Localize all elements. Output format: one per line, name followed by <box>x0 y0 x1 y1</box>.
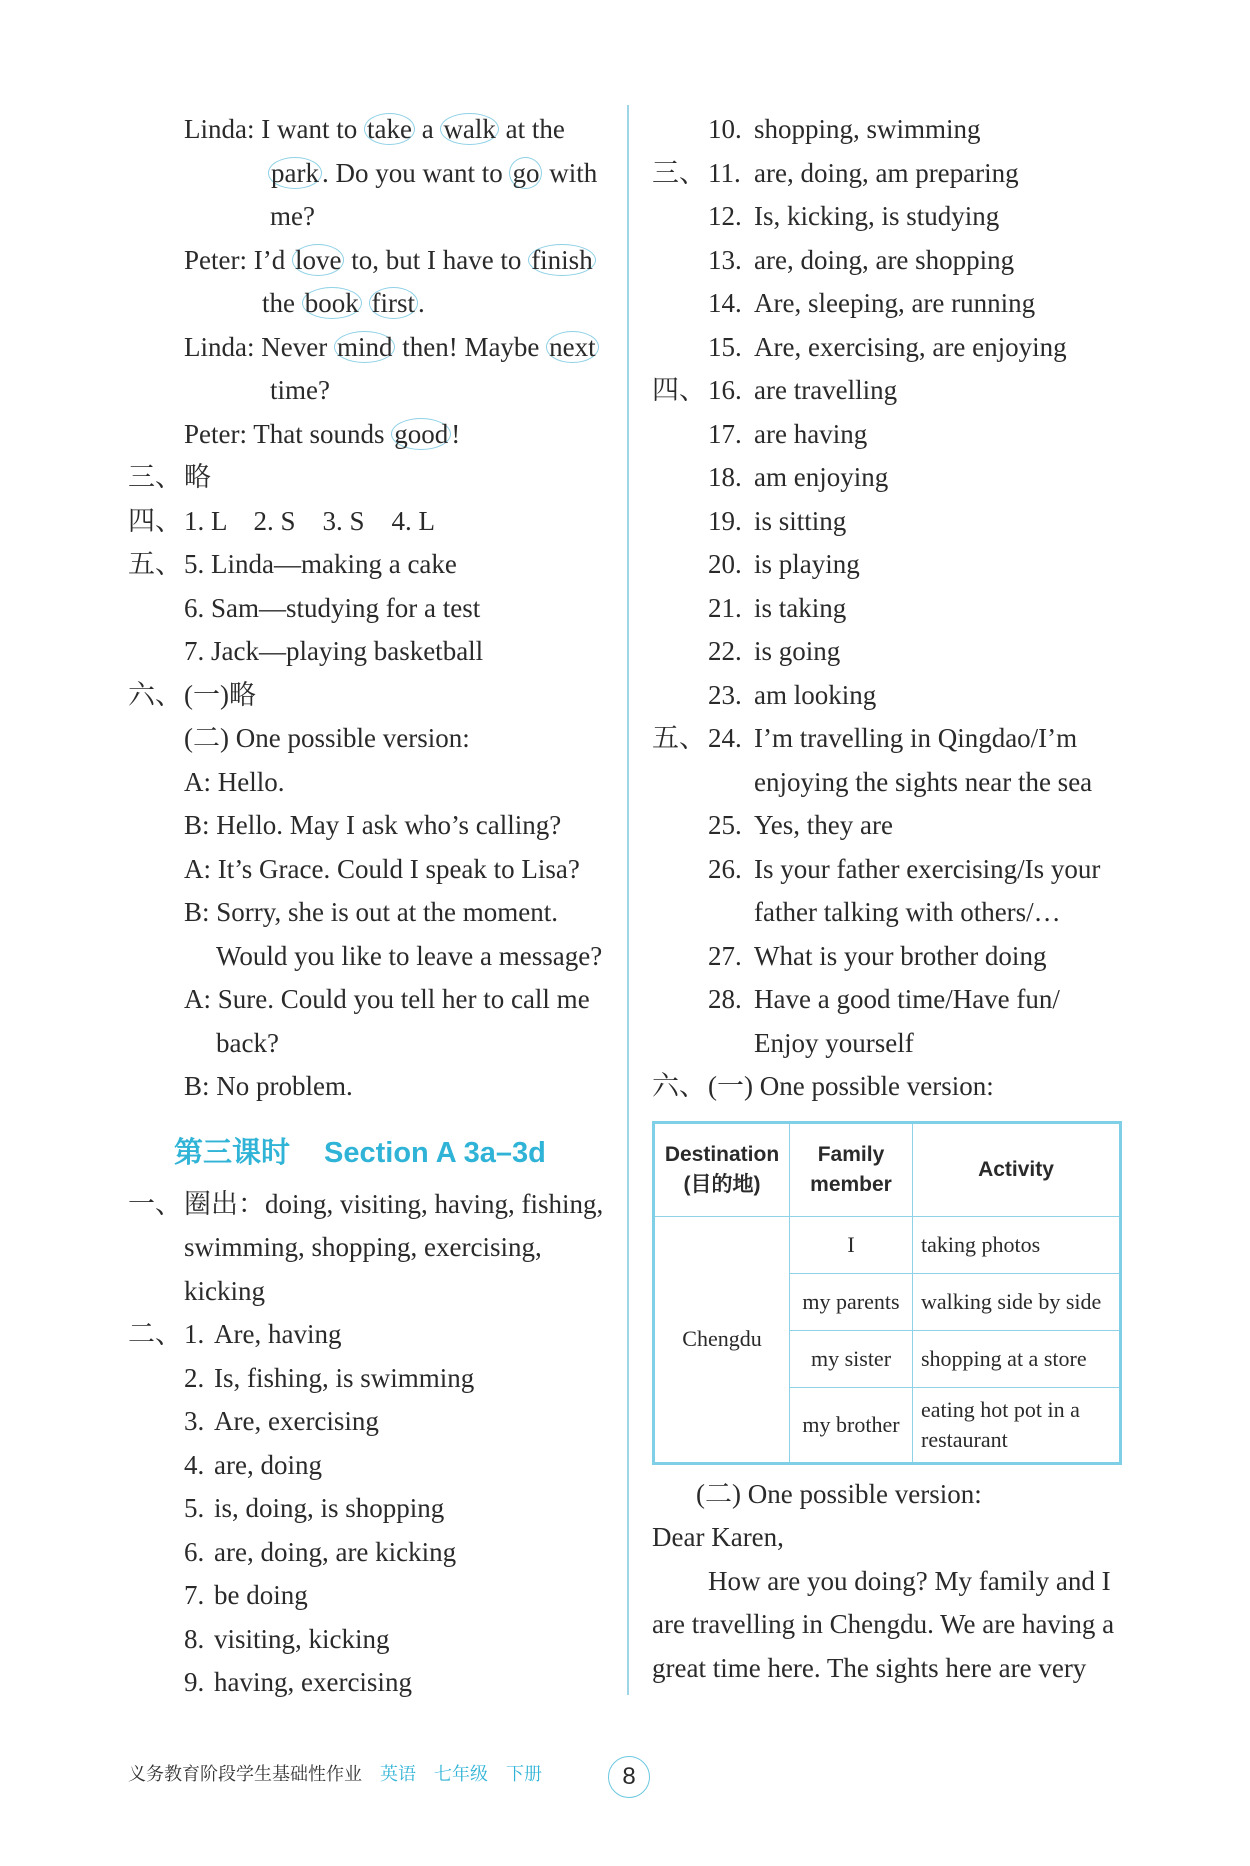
circled-word: finish <box>528 244 596 276</box>
list-item: 26. Is your father exercising/Is your <box>708 853 1101 884</box>
section-6: 六、 (一) One possible version: <box>652 1071 994 1101</box>
activity-table <box>652 1121 1122 1465</box>
dialog-line: Peter: That sounds good ! <box>184 418 461 449</box>
circled-word: book <box>302 287 362 319</box>
dialog-line: park . Do you want to go with <box>128 152 608 196</box>
dialog-line: back? <box>216 1027 279 1058</box>
dialog-line: Would you like to leave a message? <box>216 940 603 971</box>
list-item: 7. Jack—playing basketball <box>184 636 484 666</box>
circled-word: walk <box>440 113 498 145</box>
page-footer: 义务教育阶段学生基础性作业 英语 七年级 下册 <box>128 1764 542 1784</box>
dialog-one <box>128 108 608 456</box>
list-item: 10. shopping, swimming <box>708 114 981 144</box>
table-row: Chengdu I taking photos <box>654 1216 1121 1273</box>
dialog-line: the book first . <box>262 288 425 318</box>
column-header-family-member: Family member <box>790 1122 913 1216</box>
section-6-sub2: (二) One possible version: <box>696 1478 982 1509</box>
column-header-destination: Destination (目的地) <box>654 1122 790 1216</box>
lesson-heading: 第三课时 Section A 3a–3d <box>174 1136 546 1169</box>
dialog-line: A: Sure. Could you tell her to call me <box>184 984 590 1014</box>
list-item: swimming, shopping, exercising, <box>184 1232 542 1262</box>
list-item: 3. Are, exercising <box>184 1406 379 1436</box>
section-4: 四、 1. L 2. S 3. S 4. L <box>128 505 436 536</box>
table-row: my parents walking side by side <box>654 1273 1121 1330</box>
question-2: 二、 1. Are, having <box>128 1319 342 1349</box>
list-item: 27. What is your brother doing <box>708 940 1047 971</box>
list-item: 22. is going <box>708 636 841 666</box>
circled-word: go <box>509 157 542 189</box>
list-item: 8. visiting, kicking <box>184 1623 390 1654</box>
circled-word: mind <box>334 331 396 363</box>
page-number: 8 <box>608 1756 650 1798</box>
right-column <box>652 108 1132 1690</box>
list-item: 23. am looking <box>708 679 877 710</box>
table-row: my brother eating hot pot in a restaurant <box>654 1387 1121 1463</box>
circled-word: take <box>364 113 415 145</box>
section-4: 四、 16. are travelling <box>652 375 898 405</box>
dialog-line: Linda: Never mind then! Maybe next <box>128 326 608 370</box>
table-header-row <box>654 1122 1121 1216</box>
left-column <box>128 108 608 1705</box>
list-item-cont: enjoying the sights near the sea <box>754 766 1093 797</box>
dialog-line: B: No problem. <box>184 1071 353 1101</box>
section-6-sub2: (二) One possible version: <box>184 723 470 753</box>
table-row: my sister shopping at a store <box>654 1330 1121 1387</box>
dialog-line: me? <box>270 201 315 231</box>
list-item: kicking <box>184 1275 265 1306</box>
list-item: 6. Sam—studying for a test <box>184 592 481 623</box>
list-item: 14. Are, sleeping, are running <box>708 288 1036 318</box>
list-item: 20. is playing <box>708 549 860 579</box>
dialog-two <box>128 761 608 1109</box>
list-item-cont: Enjoy yourself <box>754 1027 914 1058</box>
list-item: 19. is sitting <box>708 505 847 536</box>
list-item: 28. Have a good time/Have fun/ <box>708 984 1060 1014</box>
list-item: 25. Yes, they are <box>708 810 893 840</box>
letter-body: How are you doing? My family and I are travelling in Chengdu. We are having a great time here. The sights here are very <box>652 1565 1115 1683</box>
list-item: 13. are, doing, are shopping <box>708 244 1015 275</box>
list-item: 15. Are, exercising, are enjoying <box>708 331 1067 362</box>
dialog-line: time? <box>270 375 330 405</box>
list-item: 5. is, doing, is shopping <box>184 1493 445 1523</box>
list-item: 12. Is, kicking, is studying <box>708 201 1000 231</box>
section-6: 六、 (一)略 <box>128 679 256 710</box>
section-3: 三、 略 <box>128 462 211 492</box>
destination-cell: Chengdu <box>654 1216 790 1463</box>
dialog-line: Linda: I want to take a walk at the <box>184 114 565 144</box>
column-divider <box>627 105 629 1695</box>
list-item: 6. are, doing, are kicking <box>184 1536 457 1567</box>
dialog-line: B: Sorry, she is out at the moment. <box>184 897 558 927</box>
list-item-cont: father talking with others/… <box>754 897 1061 927</box>
section-3: 三、 11. are, doing, am preparing <box>652 157 1019 188</box>
circled-word: good <box>391 418 451 450</box>
list-item: 17. are having <box>708 418 868 449</box>
dialog-line: A: Hello. <box>184 766 285 797</box>
section-5: 五、 5. Linda—making a cake <box>128 549 457 579</box>
question-1: 一、 圈出：doing, visiting, having, fishing, <box>128 1188 604 1219</box>
dialog-line: B: Hello. May I ask who’s calling? <box>184 810 562 840</box>
list-item: 4. are, doing <box>184 1449 322 1480</box>
section-5: 五、 24. I’m travelling in Qingdao/I’m <box>652 723 1078 753</box>
letter-greeting: Dear Karen, <box>652 1522 784 1552</box>
list-item: 2. Is, fishing, is swimming <box>184 1362 475 1393</box>
circled-word: first <box>369 287 419 319</box>
dialog-line: A: It’s Grace. Could I speak to Lisa? <box>184 853 580 884</box>
circled-word: next <box>546 331 599 363</box>
column-header-activity: Activity <box>913 1122 1121 1216</box>
list-item: 21. is taking <box>708 592 847 623</box>
list-item: 18. am enjoying <box>708 462 889 492</box>
dialog-line: Peter: I’d love to, but I have to finish <box>128 239 608 283</box>
circled-word: park <box>268 157 322 189</box>
list-item: 7. be doing <box>184 1580 308 1610</box>
list-item: 9. having, exercising <box>184 1667 412 1697</box>
circled-word: love <box>292 244 345 276</box>
